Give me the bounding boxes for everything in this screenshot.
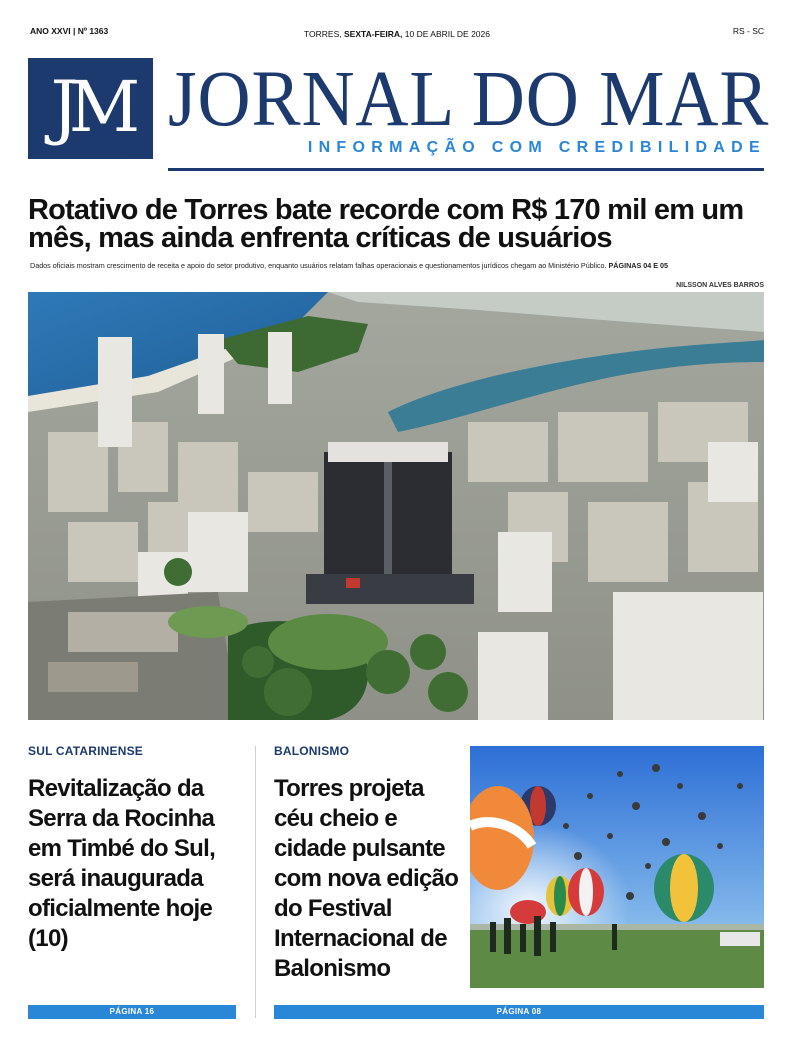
top-info-bar xyxy=(30,26,764,40)
city: TORRES, xyxy=(303,29,342,39)
page-ref-right[interactable]: PÁGINA 08 xyxy=(274,1005,764,1019)
logo[interactable] xyxy=(28,58,153,159)
story-kicker: SUL CATARINENSE xyxy=(28,744,144,758)
story-kicker: BALONISMO xyxy=(274,744,350,758)
story-title[interactable]: Revitalização da Serra da Rocinha em Timbé do Sul, será inaugurada oficialmente hoje (10) xyxy=(28,775,216,952)
lead-pages-ref: PÁGINAS 04 E 05 xyxy=(608,261,669,270)
photo-credit: NILSSON ALVES BARROS xyxy=(676,282,764,289)
state-label: RS - SC xyxy=(732,26,764,36)
issue-date xyxy=(30,29,764,39)
weekday: SEXTA-FEIRA, xyxy=(344,29,403,39)
masthead-divider xyxy=(168,168,764,171)
story-right[interactable] xyxy=(274,744,464,984)
balloon-photo[interactable] xyxy=(470,746,764,988)
lead-headline[interactable]: Rotativo de Torres bate recorde com R$ 170 mil em um mês, mas ainda enfrenta críticas de usuários xyxy=(28,194,744,254)
story-left[interactable] xyxy=(28,744,240,954)
lead-photo[interactable] xyxy=(28,292,764,720)
column-divider xyxy=(255,746,256,1018)
newspaper-title: JORNAL DO MAR xyxy=(168,56,770,143)
lead-subline xyxy=(30,261,770,270)
logo-mark: JM xyxy=(50,66,131,148)
page-ref-left[interactable]: PÁGINA 16 xyxy=(28,1005,236,1019)
edition-number: ANO XXVI | Nº 1363 xyxy=(30,26,109,36)
tagline: INFORMAÇÃO COM CREDIBILIDADE xyxy=(307,139,766,156)
aerial-city-photo xyxy=(28,292,764,720)
balloon-festival-photo xyxy=(470,746,764,988)
date: 10 DE ABRIL DE 2026 xyxy=(404,29,490,39)
lead-summary: Dados oficiais mostram crescimento de receita e apoio do setor produtivo, enquanto usuários relatam falhas operacionais e questionamentos jurídicos chegam ao Ministério Público. xyxy=(30,261,607,270)
story-title[interactable]: Torres projeta céu cheio e cidade pulsante com nova edição do Festival Internacional de Balonismo xyxy=(274,775,459,982)
